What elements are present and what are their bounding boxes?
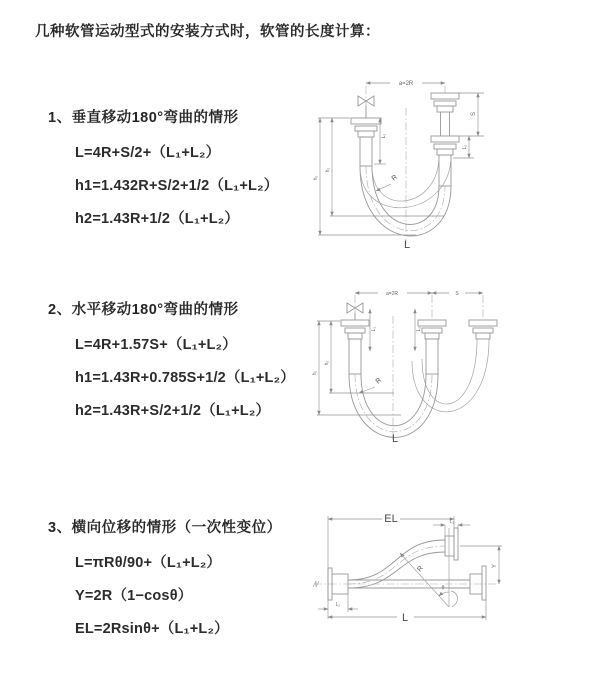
right-flange — [470, 566, 486, 600]
dimension-l2 — [318, 594, 358, 612]
section-3-heading: 3、横向位移的情形（一次性变位） — [48, 520, 282, 536]
section-vertical-motion — [48, 106, 278, 228]
svg-text:L₁: L₁ — [371, 326, 377, 332]
left-flange — [351, 118, 381, 137]
formula-L: L=4R+S/2+（L₁+L₂） — [75, 145, 221, 161]
svg-text:h₂: h₂ — [324, 360, 330, 366]
right-flange-upper — [431, 93, 459, 112]
middle-flange — [418, 320, 446, 339]
svg-text:h₂: h₂ — [325, 167, 331, 173]
formula-h2: h2=1.43R+1/2（L₁+L₂） — [75, 211, 240, 227]
section-horizontal-motion — [48, 298, 295, 420]
dimension-h1 — [312, 321, 401, 415]
svg-text:L: L — [401, 612, 409, 624]
dimension-a2r — [355, 291, 432, 297]
hose-s-curve — [348, 540, 445, 588]
dimension-l2 — [415, 309, 422, 351]
section-2-heading: 2、水平移动180°弯曲的情形 — [48, 302, 239, 318]
diagram-vertical-180-bend — [306, 68, 598, 275]
dimension-y — [460, 546, 502, 584]
valve-icon — [358, 96, 374, 118]
dimension-l1 — [370, 309, 377, 351]
dimension-l1 — [433, 519, 470, 536]
svg-text:h₁: h₁ — [312, 370, 318, 376]
theta-label: θ — [441, 585, 445, 591]
radius-callout — [376, 174, 399, 191]
dimension-l1 — [374, 118, 387, 164]
dimension-h2 — [325, 118, 444, 216]
dimension-s — [459, 93, 484, 136]
svg-text:a=2R: a=2R — [398, 81, 414, 87]
section-1-heading: 1、垂直移动180°弯曲的情形 — [48, 110, 239, 126]
svg-text:S: S — [471, 111, 477, 117]
left-flange — [341, 320, 369, 339]
length-label: L — [403, 239, 411, 251]
svg-text:L₂: L₂ — [416, 326, 422, 332]
formula-Y: Y=2R（1−cosθ） — [75, 588, 193, 604]
braided-hose-middle — [426, 339, 438, 374]
right-flange-moved — [469, 320, 497, 339]
diagram-horizontal-180-bend — [306, 281, 598, 467]
page-title: 几种软管运动型式的安装方式时，软管的长度计算： — [35, 24, 380, 40]
dimension-s — [432, 291, 483, 297]
length-label: L — [391, 433, 399, 445]
right-flange-lower — [431, 136, 459, 155]
hose-u-bend — [360, 156, 451, 236]
svg-text:L₂: L₂ — [462, 144, 468, 150]
radius-label: R — [416, 564, 425, 574]
svg-text:R: R — [374, 376, 384, 386]
angle-construction — [400, 528, 458, 607]
diagram-lateral-displacement — [302, 498, 598, 646]
section-lateral-displacement — [48, 516, 282, 638]
hose-u-bend — [349, 374, 438, 437]
svg-text:L₁: L₁ — [449, 519, 455, 525]
formula-h2: h2=1.43R+S/2+1/2（L₁+L₂） — [75, 403, 271, 419]
formula-h1: h1=1.43R+0.785S+1/2（L₁+L₂） — [75, 370, 295, 386]
braided-hose-left — [349, 339, 361, 374]
dimension-h2 — [324, 321, 394, 393]
svg-text:R: R — [390, 173, 400, 183]
svg-text:Y: Y — [492, 563, 498, 569]
dimension-h1 — [313, 118, 416, 235]
formula-L: L=4R+1.57S+（L₁+L₂） — [75, 337, 237, 353]
hose-u-bend-moved — [412, 339, 489, 412]
formula-EL: EL=2Rsinθ+（L₁+L₂） — [75, 621, 229, 637]
upper-flange-displaced — [445, 528, 458, 560]
svg-text:L₁: L₁ — [381, 133, 387, 139]
dimension-a2r — [366, 81, 445, 87]
formula-L: L=πRθ/90+（L₁+L₂） — [75, 555, 222, 571]
svg-text:EL: EL — [384, 513, 398, 525]
dimension-el — [328, 513, 454, 619]
svg-text:L₂: L₂ — [335, 602, 341, 608]
svg-text:h₁: h₁ — [313, 175, 319, 181]
formula-h1: h1=1.432R+S/2+1/2（L₁+L₂） — [75, 178, 279, 194]
svg-text:S: S — [455, 291, 459, 297]
svg-text:a=2R: a=2R — [385, 291, 399, 297]
braided-hose-left — [360, 137, 372, 166]
dimension-l — [328, 600, 486, 624]
